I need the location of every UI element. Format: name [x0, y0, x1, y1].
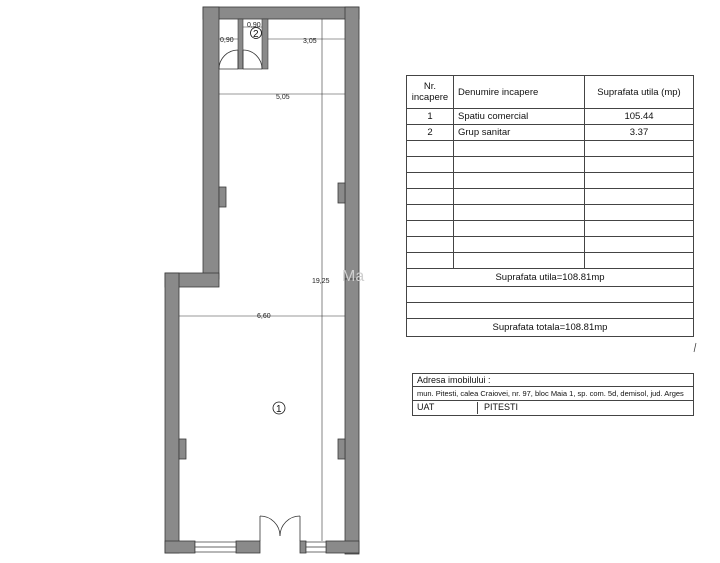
spacer-row [407, 303, 694, 319]
address-label: Adresa imobilului : [412, 373, 694, 387]
table-row [407, 125, 694, 141]
empty-row [407, 221, 694, 237]
uat-value: PITESTI [484, 402, 519, 412]
room-name: Grup sanitar [454, 125, 585, 141]
usable-total: Suprafata utila=108.81mp [407, 269, 694, 287]
watermark: Ma [342, 268, 365, 285]
empty-row [407, 237, 694, 253]
empty-row [407, 141, 694, 157]
stray-mark [694, 343, 696, 352]
dimension-label: 0,90 [247, 22, 261, 29]
room-nr: 2 [407, 125, 454, 141]
empty-row [407, 205, 694, 221]
dimension-label: 0,90 [220, 37, 234, 44]
table-row [407, 109, 694, 125]
room-nr: 1 [407, 109, 454, 125]
dimension-label: 6,60 [257, 313, 271, 320]
entrance-door [260, 516, 300, 541]
grand-total-row [407, 319, 694, 337]
empty-row [407, 189, 694, 205]
address-block [412, 373, 694, 416]
header-cell: Suprafata utila (mp) [585, 76, 694, 109]
header-cell: Denumire incapere [454, 76, 585, 109]
header-cell: Nr. incapere [407, 76, 454, 109]
address-text: mun. Pitesti, calea Craiovei, nr. 97, bloc Maia 1, sp. com. 5d, demisol, jud. Arges [412, 387, 694, 401]
usable-total-row [407, 269, 694, 287]
room-area: 105.44 [585, 109, 694, 125]
room-number: 2 [253, 29, 259, 40]
spacer-row [407, 287, 694, 303]
dimension-label: 5,05 [276, 94, 290, 101]
rooms-table [406, 75, 694, 337]
empty-row [407, 253, 694, 269]
windows [195, 542, 326, 552]
room-number: 1 [276, 404, 282, 415]
dimension-label: 19,25 [312, 278, 330, 285]
empty-row [407, 173, 694, 189]
walls [165, 7, 359, 554]
room-area: 3.37 [585, 125, 694, 141]
dimension-label: 3,05 [303, 38, 317, 45]
uat-row [412, 401, 694, 416]
room-name: Spatiu comercial [454, 109, 585, 125]
table-header-row [407, 76, 694, 109]
uat-label: UAT [417, 402, 478, 414]
empty-row [407, 157, 694, 173]
grand-total: Suprafata totala=108.81mp [407, 319, 694, 337]
